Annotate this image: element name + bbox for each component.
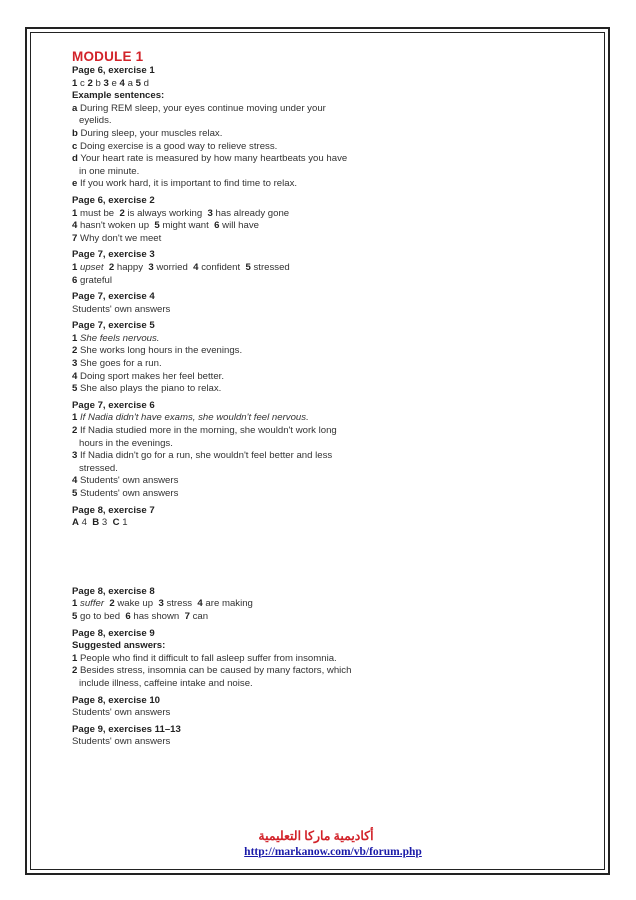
answer-item: 3 She goes for a run. [72, 358, 162, 370]
answer-item: 3 If Nadia didn't go for a run, she wouldn't feel better and less stressed. [72, 450, 333, 474]
answer-key-content [72, 50, 352, 749]
example-item: a During REM sleep, your eyes continue moving under your eyelids. [72, 102, 326, 127]
example-item: d Your heart rate is measured by how many heartbeats you have in one minute. [72, 153, 348, 177]
answer-text: Students' own answers [72, 303, 171, 315]
answer-line: A 4 B 3 C 1 [72, 517, 128, 529]
footer-url-link[interactable]: http://markanow.com/vb/forum.php [244, 846, 422, 858]
exercise-heading: Page 7, exercise 3 [72, 249, 155, 261]
answer-item: 5 She also plays the piano to relax. [72, 383, 222, 395]
answer-line: 7 Why don't we meet [72, 232, 162, 244]
answer-item: 5 Students' own answers [72, 488, 179, 499]
exercise-heading: Page 9, exercises 11–13 [72, 723, 181, 735]
exercise-heading: Page 7, exercise 4 [72, 291, 155, 303]
answer-item: 2 She works long hours in the evenings. [72, 345, 243, 357]
answer-text: Students' own answers [72, 736, 171, 748]
footer-academy-name: أكاديمية ماركا التعليمية [258, 829, 374, 843]
example-sentences-heading: Example sentences: [72, 90, 165, 102]
suggested-answers-heading: Suggested answers: [72, 640, 166, 652]
exercise-heading: Page 7, exercise 6 [72, 399, 155, 411]
answer-line: 1 suffer 2 wake up 3 stress 4 are making [72, 598, 253, 610]
answer-item: 2 Besides stress, insomnia can be caused by many factors, which include illness, caffeine intake and noise. [72, 665, 352, 689]
answer-item: 4 Doing sport makes her feel better. [72, 370, 224, 382]
exercise-heading: Page 8, exercise 9 [72, 627, 155, 639]
answer-line: 1 must be 2 is always working 3 has already gone [72, 207, 290, 219]
answer-line: 1 upset 2 happy 3 worried 4 confident 5 stressed [72, 261, 290, 273]
answer-line: 1 c 2 b 3 e 4 a 5 d [72, 77, 149, 89]
answer-line: 4 hasn't woken up 5 might want 6 will have [72, 220, 259, 232]
exercise-heading: Page 8, exercise 7 [72, 504, 155, 516]
answer-item: 1 If Nadia didn't have exams, she wouldn't feel nervous. [72, 412, 309, 424]
exercise-heading: Page 8, exercise 10 [72, 694, 161, 706]
answer-line: 5 go to bed 6 has shown 7 can [72, 610, 209, 622]
module-title: MODULE 1 [72, 49, 144, 64]
example-item: c Doing exercise is a good way to relieve stress. [72, 140, 278, 152]
answer-text: Students' own answers [72, 707, 171, 719]
answer-item: 4 Students' own answers [72, 475, 179, 487]
exercise-heading: Page 6, exercise 1 [72, 65, 155, 76]
exercise-heading: Page 6, exercise 2 [72, 194, 155, 206]
answer-item: 2 If Nadia studied more in the morning, she wouldn't work long hours in the evenings. [72, 425, 337, 449]
exercise-heading: Page 8, exercise 8 [72, 585, 155, 597]
example-item: e If you work hard, it is important to find time to relax. [72, 178, 298, 190]
exercise-heading: Page 7, exercise 5 [72, 320, 155, 332]
example-item: b During sleep, your muscles relax. [72, 127, 223, 139]
blank-space [72, 530, 352, 586]
answer-line: 6 grateful [72, 274, 113, 286]
answer-item: 1 People who find it difficult to fall asleep suffer from insomnia. [72, 652, 337, 664]
answer-item: 1 She feels nervous. [72, 332, 160, 344]
